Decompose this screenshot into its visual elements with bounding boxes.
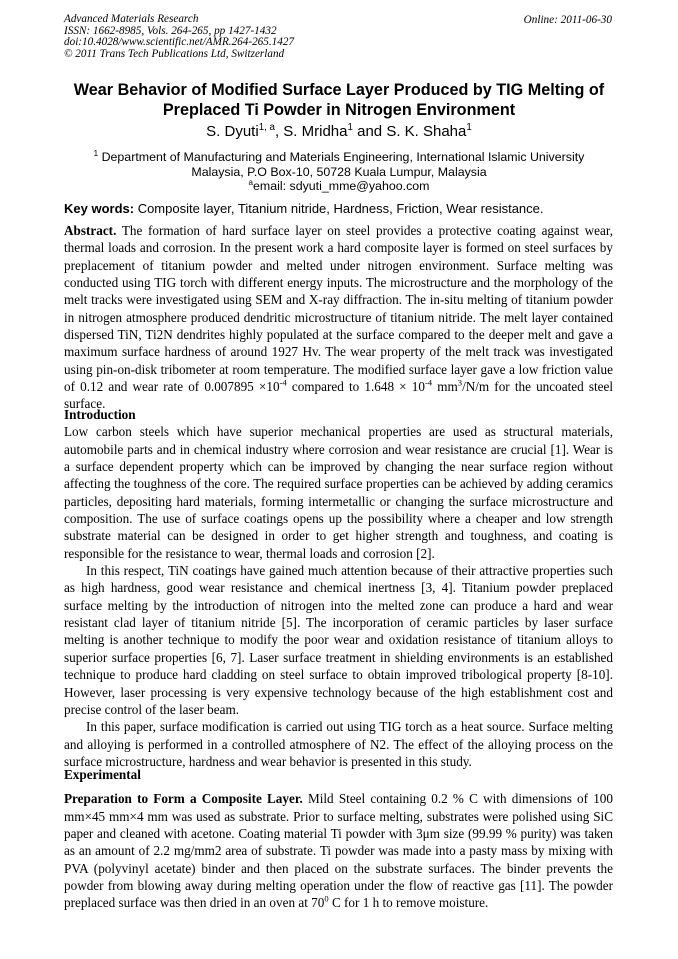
affiliation bbox=[40, 150, 638, 194]
affil-line: Department of Manufacturing and Materials Engineering, International Islamic University bbox=[98, 150, 585, 164]
journal-header bbox=[64, 14, 294, 60]
doi: doi:10.4028/www.scientific.net/AMR.264-265.1427 bbox=[64, 36, 295, 49]
paragraph: In this paper, surface modification is carried out using TIG torch as a heat source. Surface melting and alloying is performed in a controlled atmosphere of N2. The effect of the alloying process on the surface microstructure, hardness and wear behavior is presented in this study. bbox=[64, 719, 613, 769]
affil-sup: 1 bbox=[93, 148, 99, 158]
affil-line: Malaysia, P.O Box-10, 50728 Kuala Lumpur, Malaysia bbox=[191, 164, 487, 179]
paragraph: Low carbon steels which have superior mechanical properties are used as structural materials, automobile parts and in chemical industry where corrosion and wear resistance are crucial [1]. Wear is a surface dependent property which can be improved by changing the near surface region without affecting the toughness of the core. The required surface properties can be achieved by adding ceramics particles, depositing hard materials, forming intermetallic or changing the surface microstructure and composition. The use of surface coatings opens up the possibility where a cheaper and low strength substrate material can be designed in order to get higher strength and toughness, and coating is responsible for the resistance to wear, thermal loads and corrosion [2]. bbox=[64, 424, 613, 561]
paragraph: In this respect, TiN coatings have gained much attention because of their attractive properties such as high hardness, good wear resistance and chemical inertness [3, 4]. Titanium powder preplaced surface melting by the introduction of nitrogen into the melted zone can produce a hard and wear resistant clad layer of titanium nitride [5]. The incorporation of ceramic particles by laser surface melting is another technique to modify the poor wear and oxidation resistance of titanium alloys to superior surface properties [6, 7]. Laser surface treatment in shielding environments is an established technique to produce hard cladding on steel surface to obtain improved tribological property [8-10]. However, laser processing is very expensive technology because of the high establishment cost and precise control of the laser beam. bbox=[64, 563, 613, 717]
exp: -4 bbox=[424, 377, 433, 388]
paper-title: Wear Behavior of Modified Surface Layer Produced by TIG Melting of Preplaced Ti Powder in Nitrogen Environment bbox=[73, 81, 605, 119]
section-heading: Experimental bbox=[64, 767, 141, 782]
issn: ISSN: 1662-8985, Vols. 264-265, pp 1427-1432 bbox=[64, 24, 277, 37]
author-sup: 1 bbox=[466, 122, 472, 133]
copyright: © 2011 Trans Tech Publications Ltd, Switzerland bbox=[64, 47, 285, 60]
abstract-text: /N/m for the uncoated steel surface. bbox=[64, 379, 613, 412]
author-sup: 1, a bbox=[258, 122, 275, 133]
keywords-text: Composite layer, Titanium nitride, Hardness, Friction, Wear resistance. bbox=[134, 201, 544, 216]
author: S. Mridha bbox=[283, 123, 348, 140]
sep: , bbox=[274, 123, 284, 140]
paragraph: Mild Steel containing 0.2 % C with dimensions of 100 mm×45 mm×4 mm was used as substrate. Prior to surface melting, substrates were polished using SiC paper and cleaned with acetone. Coating material Ti powder with 3μm size (99.99 % purity) was taken as an amount of 2.2 mg/mm2 area of substrate. Ti powder was made into a pasty mass by mixing with PVA (polyvinyl acetate) binder and then placed on the substrate surfaces. The binder prevents the powder from blowing away during melting operation under the flow of reactive gas [11]. The powder preplaced surface was then dried in an oven at 70 bbox=[64, 791, 613, 911]
abstract bbox=[64, 222, 613, 413]
keywords bbox=[64, 201, 544, 216]
abstract-label: Abstract. bbox=[64, 223, 117, 238]
experimental bbox=[64, 766, 613, 912]
section-heading: Introduction bbox=[64, 407, 136, 422]
keywords-label: Key words: bbox=[64, 201, 135, 216]
introduction bbox=[64, 406, 613, 770]
exp: -4 bbox=[279, 377, 287, 388]
abstract-text: The formation of hard surface layer on steel provides a protective coating against wear, thermal loads and corrosion. In the present work a hard composite layer is formed on steel surfaces by preplacement of titanium powder and melted under nitrogen environment. Surface melting was conducted using TIG torch with different energy inputs. The microstructure and the morphology of the melt tracks were investigated using SEM and X-ray diffraction. The in-situ melting of titanium powder in nitrogen atmosphere produced dendritic microstructure of titanium nitride. The melt layer contained dispersed TiN, Ti2N dendrites highly populated at the surface compared to the deeper melt and gave a maximum surface hardness of around 1927 Hv. The wear property of the melt track was investigated using pin-on-disk tribometer at room temperature. The modified surface layer gave a low friction value of 0.12 and wear rate of 0.007895 ×10 bbox=[64, 223, 613, 395]
sep: and bbox=[352, 123, 387, 140]
author: S. Dyuti bbox=[206, 123, 259, 140]
author-sup: 1 bbox=[347, 122, 353, 133]
subsection-label: Preparation to Form a Composite Layer. bbox=[64, 791, 303, 807]
authors bbox=[40, 123, 638, 140]
journal-name: Advanced Materials Research bbox=[64, 13, 199, 25]
author: S. K. Shaha bbox=[386, 123, 467, 140]
degree-sup: 0 bbox=[324, 894, 329, 905]
abstract-text: mm bbox=[432, 379, 458, 395]
abstract-text: compared to 1.648 × 10 bbox=[286, 379, 425, 395]
exp: 3 bbox=[457, 377, 463, 388]
online-date: Online: 2011-06-30 bbox=[523, 14, 612, 26]
email-sup: a bbox=[248, 177, 253, 187]
paragraph: C for 1 h to remove moisture. bbox=[328, 895, 489, 911]
email: email: sdyuti_mme@yahoo.com bbox=[253, 179, 430, 193]
